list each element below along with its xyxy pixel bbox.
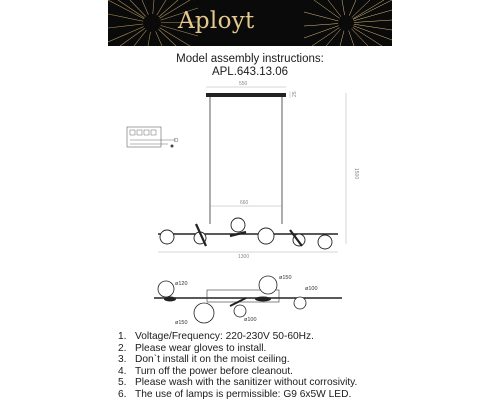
total-height-label: 1500 [353, 168, 359, 180]
globe-shade [259, 276, 277, 294]
instruction-item [118, 354, 357, 366]
globe-shade [194, 303, 214, 323]
instruction-number: 3. [118, 354, 127, 366]
diameter-label: ø150 [279, 275, 292, 281]
instruction-item [118, 366, 357, 378]
terminal [144, 130, 149, 135]
diameter-label: ø120 [175, 281, 188, 287]
instruction-number: 6. [118, 388, 127, 400]
instruction-number: 2. [118, 342, 127, 354]
instruction-text: Turn off the power before cleanout. [135, 365, 294, 377]
instruction-item [118, 377, 357, 389]
diameter-label: ø100 [244, 317, 257, 323]
wiring-diagram [127, 127, 178, 148]
mount-plate [255, 297, 271, 302]
canopy-width-label: 550 [239, 81, 248, 87]
model-number: APL.643.13.06 [211, 66, 289, 78]
brand-logo: Aployt [178, 8, 255, 34]
front-view [158, 81, 359, 260]
instruction-text: Please wash with the sanitizer without corrosivity. [135, 377, 358, 389]
terminal [137, 130, 142, 135]
diameter-label: ø150 [175, 320, 188, 326]
ceiling-canopy [206, 93, 286, 97]
total-width-label: 1300 [238, 254, 250, 260]
globe-shade [158, 281, 174, 297]
instruction-number: 4. [118, 365, 127, 377]
globe-shade [231, 218, 245, 232]
connector-icon [171, 145, 174, 148]
terminal [151, 130, 156, 135]
terminal [130, 130, 135, 135]
instruction-text: The use of lamps is permissible: G9 6x5W LED. [135, 388, 352, 400]
globe-shade [258, 228, 274, 244]
globe-shade [160, 230, 174, 244]
instructions-list [118, 331, 357, 401]
globe-shade [294, 297, 306, 309]
instruction-item [118, 343, 357, 355]
globe-shade [318, 235, 332, 249]
instruction-text: Please wear gloves to install. [135, 342, 267, 354]
top-view [154, 275, 342, 326]
instruction-text: Voltage/Frequency: 220-230V 50-60Hz. [135, 331, 314, 342]
document-title: Model assembly instructions: [176, 53, 324, 65]
canopy-height-label: 25 [292, 91, 298, 97]
instruction-number: 5. [118, 377, 127, 389]
instruction-item [118, 389, 357, 401]
instruction-item [118, 331, 357, 343]
inner-width-label: 660 [240, 200, 249, 206]
instruction-text: Don`t install it on the moist ceiling. [135, 354, 290, 366]
globe-shade [234, 305, 246, 317]
instruction-number: 1. [118, 331, 127, 342]
diameter-label: ø100 [305, 286, 318, 292]
